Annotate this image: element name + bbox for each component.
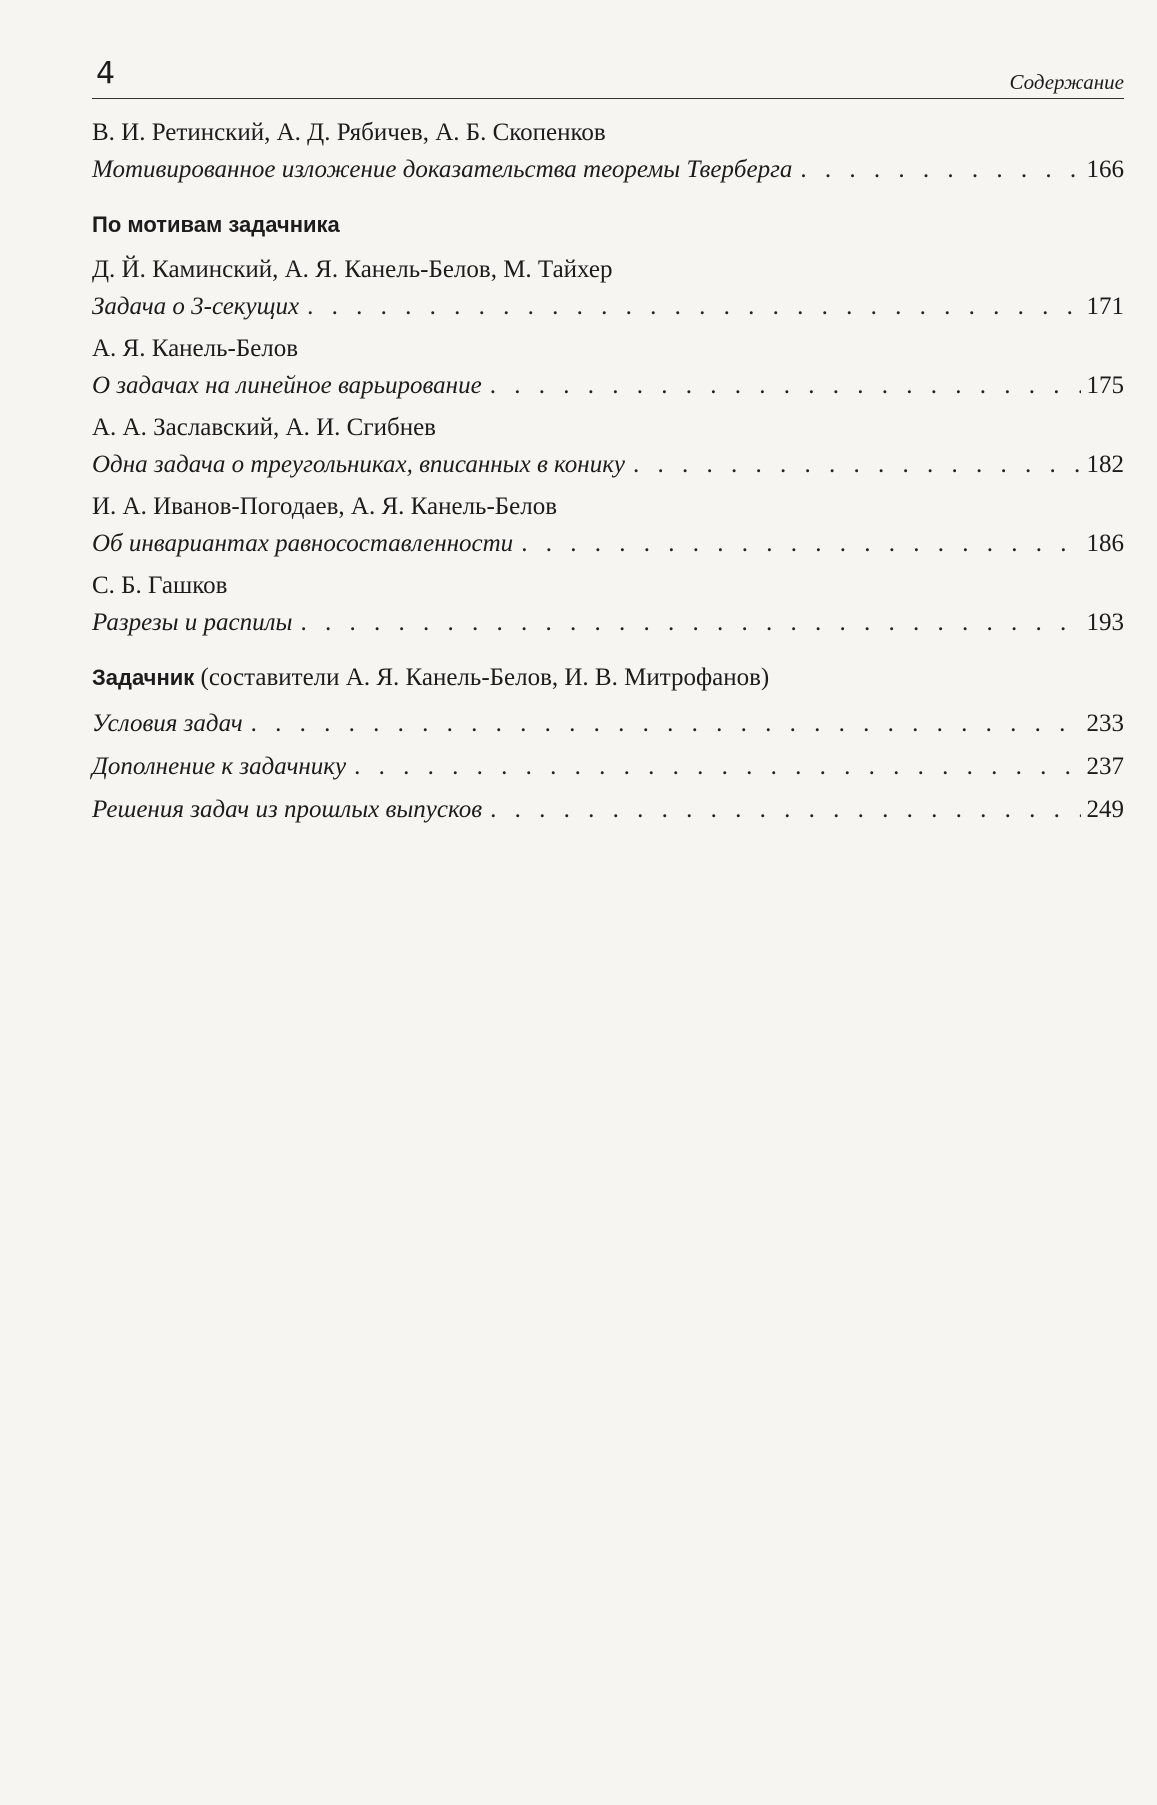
toc-entry (92, 115, 1124, 188)
entry-title: Разрезы и распилы (92, 609, 293, 636)
entry-line (92, 748, 1124, 785)
dot-leader (251, 705, 1081, 742)
section-heading: По мотивам задачника (92, 212, 340, 237)
toc-entry (92, 705, 1124, 742)
entry-line (92, 705, 1124, 742)
entry-title: Мотивированное изложение доказательства теоремы Тверберга (92, 156, 793, 183)
entry-title: Задача о 3-секущих (92, 293, 300, 320)
running-title: Содержание (1009, 70, 1124, 94)
entry-page: 249 (1086, 796, 1124, 823)
dot-leader (300, 604, 1080, 641)
entry-page: 182 (1086, 451, 1124, 478)
entry-page: 186 (1086, 530, 1124, 557)
page-number: 4 (96, 56, 116, 91)
page-header (92, 52, 1124, 99)
toc-entry (92, 748, 1124, 785)
dot-leader (490, 367, 1081, 404)
entry-line (92, 791, 1124, 828)
dot-leader (521, 525, 1080, 562)
toc-entry (92, 252, 1124, 325)
toc-entry (92, 410, 1124, 483)
entry-line (92, 446, 1124, 483)
entry-title: Условия задач (92, 710, 243, 737)
entry-title: Об инвариантах равносоставленности (92, 530, 514, 557)
dot-leader (307, 288, 1080, 325)
section-heading (92, 663, 1124, 693)
toc-entry (92, 331, 1124, 404)
toc-entry (92, 489, 1124, 562)
entry-authors: В. И. Ретинский, А. Д. Рябичев, А. Б. Скопенков (92, 119, 606, 146)
entry-title: О задачах на линейное варьирование (92, 372, 482, 399)
entry-authors: А. Я. Канель-Белов (92, 335, 299, 362)
toc-entry (92, 568, 1124, 641)
entry-authors: И. А. Иванов-Погодаев, А. Я. Канель-Белов (92, 493, 558, 520)
entry-title: Решения задач из прошлых выпусков (92, 796, 483, 823)
entry-line (92, 151, 1124, 188)
section-heading-bold: Задачник (92, 665, 195, 690)
entry-page: 171 (1086, 293, 1124, 320)
entry-line (92, 525, 1124, 562)
entry-page: 175 (1086, 372, 1124, 399)
entry-page: 237 (1086, 753, 1124, 780)
toc-entry (92, 791, 1124, 828)
dot-leader (354, 748, 1080, 785)
entry-line (92, 604, 1124, 641)
section-heading-note: (составители А. Я. Канель-Белов, И. В. Митрофанов) (194, 664, 770, 691)
entry-page: 193 (1086, 609, 1124, 636)
dot-leader (633, 446, 1081, 483)
entry-title: Одна задача о треугольниках, вписанных в конику (92, 451, 625, 478)
entry-authors: С. Б. Гашков (92, 572, 228, 599)
document-page (92, 52, 1124, 834)
entry-line (92, 367, 1124, 404)
entry-title: Дополнение к задачнику (92, 753, 347, 780)
table-of-contents (92, 115, 1124, 828)
entry-page: 233 (1086, 710, 1124, 737)
entry-authors: Д. Й. Каминский, А. Я. Канель-Белов, М. Тайхер (92, 256, 613, 283)
entry-authors: А. А. Заславский, А. И. Сгибнев (92, 414, 436, 441)
entry-line (92, 288, 1124, 325)
dot-leader (800, 151, 1080, 188)
entry-page: 166 (1086, 156, 1124, 183)
dot-leader (490, 791, 1080, 828)
